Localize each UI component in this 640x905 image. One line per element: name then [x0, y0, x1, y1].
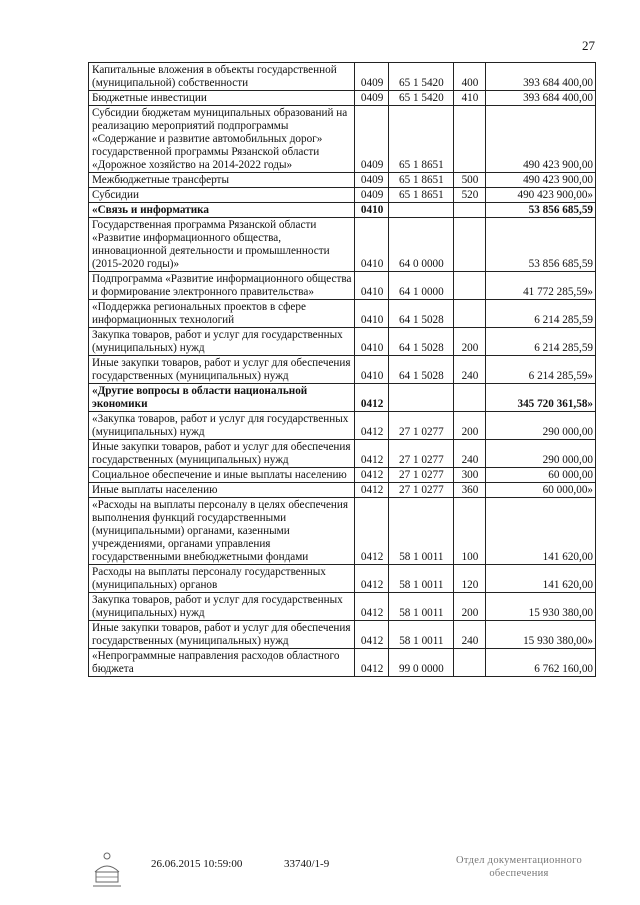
row-section-code: 0410 [355, 328, 389, 356]
row-expense-type: 200 [453, 328, 485, 356]
table-row [89, 440, 596, 468]
row-expense-type: 520 [453, 188, 485, 203]
row-expense-type [453, 300, 485, 328]
row-name: «Поддержка региональных проектов в сфере информационных технологий [89, 300, 355, 328]
row-name: Субсидии [89, 188, 355, 203]
row-name: «Непрограммные направления расходов областного бюджета [89, 649, 355, 677]
row-amount: 6 762 160,00 [486, 649, 596, 677]
row-amount: 490 423 900,00 [486, 106, 596, 173]
row-expense-type: 240 [453, 440, 485, 468]
row-expense-type: 120 [453, 565, 485, 593]
row-amount: 345 720 361,58» [486, 384, 596, 412]
row-target-code: 27 1 0277 [388, 440, 453, 468]
row-name: Иные закупки товаров, работ и услуг для обеспечения государственных (муниципальных) нужд [89, 440, 355, 468]
table-row [89, 272, 596, 300]
row-expense-type [453, 203, 485, 218]
table-row [89, 106, 596, 173]
table-row [89, 328, 596, 356]
row-expense-type: 400 [453, 63, 485, 91]
row-amount: 53 856 685,59 [486, 203, 596, 218]
row-name: Закупка товаров, работ и услуг для государственных (муниципальных) нужд [89, 593, 355, 621]
row-amount: 141 620,00 [486, 565, 596, 593]
row-amount: 490 423 900,00 [486, 173, 596, 188]
table-row [89, 412, 596, 440]
row-amount: 60 000,00» [486, 483, 596, 498]
row-amount: 290 000,00 [486, 440, 596, 468]
row-expense-type: 200 [453, 593, 485, 621]
row-target-code: 58 1 0011 [388, 565, 453, 593]
row-target-code: 64 1 5028 [388, 328, 453, 356]
department-line-2: обеспечения [489, 868, 549, 879]
table-row [89, 203, 596, 218]
row-target-code: 27 1 0277 [388, 412, 453, 440]
table-row [89, 483, 596, 498]
row-section-code: 0412 [355, 412, 389, 440]
row-expense-type: 500 [453, 173, 485, 188]
row-name: Расходы на выплаты персоналу государственных (муниципальных) органов [89, 565, 355, 593]
budget-table [88, 62, 596, 677]
row-section-code: 0409 [355, 188, 389, 203]
row-amount: 53 856 685,59 [486, 218, 596, 272]
table-row [89, 565, 596, 593]
table-row [89, 468, 596, 483]
table-row [89, 356, 596, 384]
row-target-code: 64 1 0000 [388, 272, 453, 300]
emblem-stamp-icon [89, 850, 125, 890]
table-row [89, 188, 596, 203]
row-amount: 6 214 285,59 [486, 300, 596, 328]
row-section-code: 0412 [355, 621, 389, 649]
row-section-code: 0412 [355, 565, 389, 593]
row-expense-type: 360 [453, 483, 485, 498]
row-expense-type: 100 [453, 498, 485, 565]
row-target-code: 65 1 8651 [388, 188, 453, 203]
table-row [89, 63, 596, 91]
row-amount: 6 214 285,59» [486, 356, 596, 384]
row-target-code: 65 1 8651 [388, 106, 453, 173]
row-target-code: 99 0 0000 [388, 649, 453, 677]
row-name: «Другие вопросы в области национальной экономики [89, 384, 355, 412]
table-row [89, 384, 596, 412]
table-row [89, 593, 596, 621]
row-amount: 490 423 900,00» [486, 188, 596, 203]
row-amount: 60 000,00 [486, 468, 596, 483]
row-name: Субсидии бюджетам муниципальных образований на реализацию мероприятий подпрограммы «Содержание и развитие автомобильных дорог» государственной программы Рязанской области «Дорожное хозяйство на 2014-2022 годы» [89, 106, 355, 173]
row-section-code: 0409 [355, 91, 389, 106]
row-section-code: 0410 [355, 218, 389, 272]
row-section-code: 0412 [355, 483, 389, 498]
row-target-code: 58 1 0011 [388, 498, 453, 565]
table-row [89, 91, 596, 106]
budget-table-body [89, 63, 596, 677]
row-section-code: 0410 [355, 272, 389, 300]
row-section-code: 0412 [355, 593, 389, 621]
row-expense-type: 410 [453, 91, 485, 106]
row-section-code: 0412 [355, 468, 389, 483]
row-name: Капитальные вложения в объекты государственной (муниципальной) собственности [89, 63, 355, 91]
row-name: «Связь и информатика [89, 203, 355, 218]
row-amount: 290 000,00 [486, 412, 596, 440]
row-expense-type [453, 384, 485, 412]
row-amount: 393 684 400,00 [486, 63, 596, 91]
page-number: 27 [582, 38, 595, 53]
row-amount: 41 772 285,59» [486, 272, 596, 300]
row-expense-type: 300 [453, 468, 485, 483]
row-section-code: 0412 [355, 440, 389, 468]
row-expense-type [453, 106, 485, 173]
row-section-code: 0410 [355, 203, 389, 218]
row-name: Иные выплаты населению [89, 483, 355, 498]
row-target-code: 65 1 8651 [388, 173, 453, 188]
row-target-code: 65 1 5420 [388, 91, 453, 106]
row-amount: 6 214 285,59 [486, 328, 596, 356]
row-target-code: 58 1 0011 [388, 621, 453, 649]
row-target-code: 58 1 0011 [388, 593, 453, 621]
row-amount: 15 930 380,00» [486, 621, 596, 649]
row-target-code: 65 1 5420 [388, 63, 453, 91]
row-name: Иные закупки товаров, работ и услуг для обеспечения государственных (муниципальных) нужд [89, 621, 355, 649]
row-amount: 393 684 400,00 [486, 91, 596, 106]
row-target-code: 27 1 0277 [388, 468, 453, 483]
row-section-code: 0412 [355, 384, 389, 412]
table-row [89, 218, 596, 272]
table-row [89, 649, 596, 677]
row-name: Подпрограмма «Развитие информационного общества и формирование электронного правительства» [89, 272, 355, 300]
row-name: Межбюджетные трансферты [89, 173, 355, 188]
row-target-code: 64 1 5028 [388, 356, 453, 384]
row-expense-type: 240 [453, 356, 485, 384]
table-row [89, 173, 596, 188]
table-row [89, 621, 596, 649]
row-section-code: 0409 [355, 106, 389, 173]
row-section-code: 0409 [355, 63, 389, 91]
row-name: Бюджетные инвестиции [89, 91, 355, 106]
row-section-code: 0409 [355, 173, 389, 188]
row-section-code: 0410 [355, 356, 389, 384]
row-name: Закупка товаров, работ и услуг для государственных (муниципальных) нужд [89, 328, 355, 356]
row-expense-type: 200 [453, 412, 485, 440]
row-name: «Закупка товаров, работ и услуг для государственных (муниципальных) нужд [89, 412, 355, 440]
row-section-code: 0412 [355, 498, 389, 565]
row-expense-type [453, 218, 485, 272]
row-amount: 15 930 380,00 [486, 593, 596, 621]
row-section-code: 0412 [355, 649, 389, 677]
footer-datetime: 26.06.2015 10:59:00 [151, 858, 243, 870]
table-row [89, 300, 596, 328]
department-line-1: Отдел документационного [455, 855, 583, 866]
row-target-code [388, 384, 453, 412]
row-name: Иные закупки товаров, работ и услуг для обеспечения государственных (муниципальных) нужд [89, 356, 355, 384]
row-name: «Расходы на выплаты персоналу в целях обеспечения выполнения функций государственными (муниципальными) органами, казенными учреждениями, органами управления государственными внебюджетными фондами [89, 498, 355, 565]
footer-department-stamp [452, 854, 586, 880]
row-section-code: 0410 [355, 300, 389, 328]
row-name: Государственная программа Рязанской области «Развитие информационного общества, инновационной деятельности и промышленности (2015-2020 годы)» [89, 218, 355, 272]
row-expense-type [453, 649, 485, 677]
table-row [89, 498, 596, 565]
row-expense-type: 240 [453, 621, 485, 649]
footer-doc-code: 33740/1-9 [284, 858, 330, 870]
row-name: Социальное обеспечение и иные выплаты населению [89, 468, 355, 483]
row-target-code: 64 1 5028 [388, 300, 453, 328]
row-target-code [388, 203, 453, 218]
row-target-code: 27 1 0277 [388, 483, 453, 498]
row-target-code: 64 0 0000 [388, 218, 453, 272]
row-amount: 141 620,00 [486, 498, 596, 565]
row-expense-type [453, 272, 485, 300]
